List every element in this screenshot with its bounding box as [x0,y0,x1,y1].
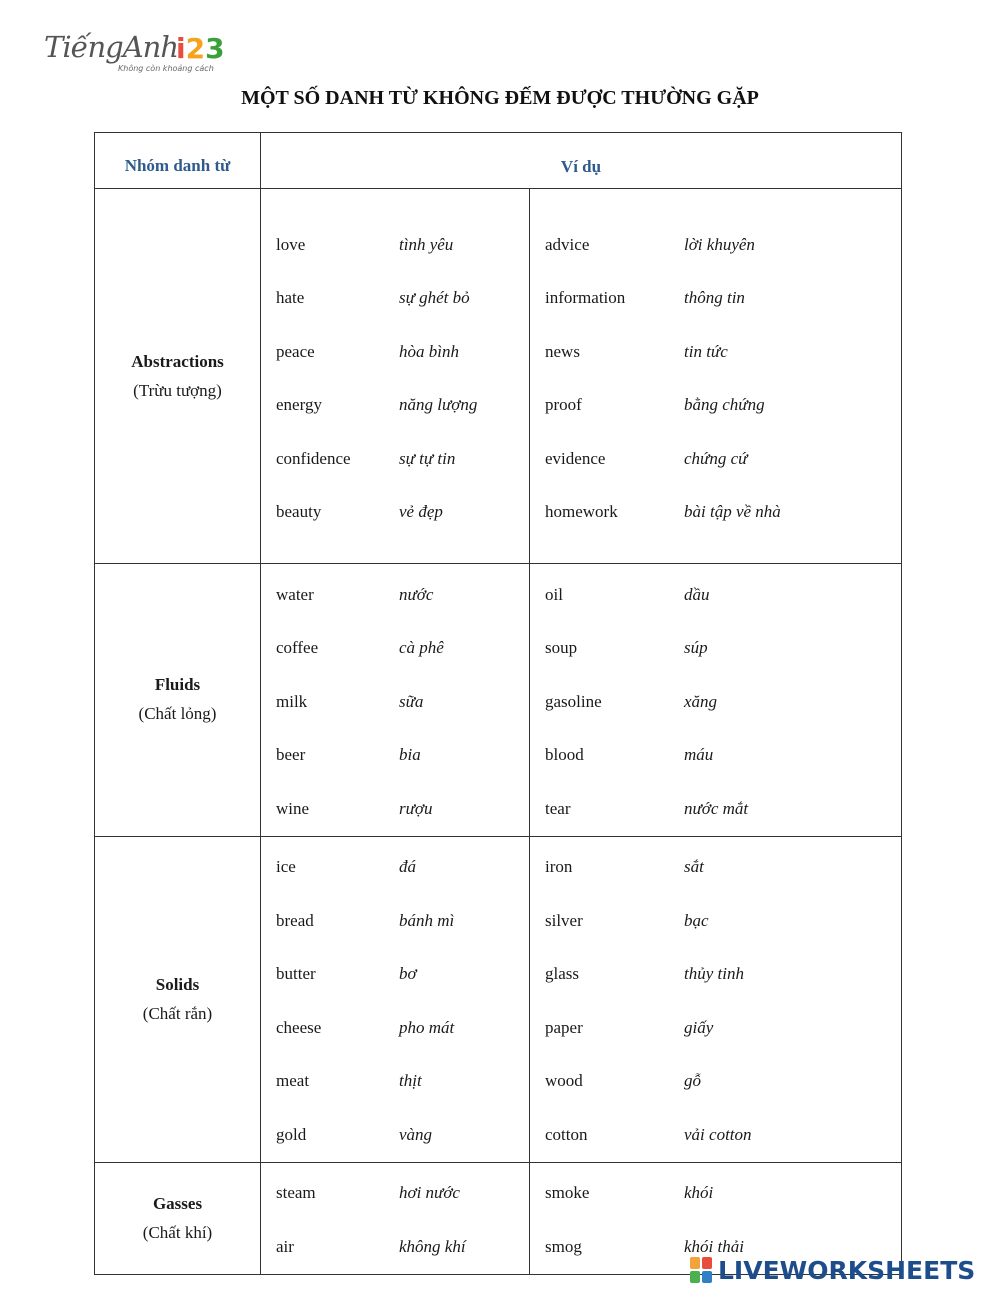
list-item [261,729,529,783]
english-word: homework [545,502,618,522]
english-word: energy [276,395,322,415]
vietnamese-meaning: khói [684,1183,714,1203]
english-word: smog [545,1236,582,1256]
examples-left-cell [261,564,530,837]
english-word: proof [545,395,582,415]
examples-left-cell [261,1162,530,1274]
list-item [261,948,529,1002]
english-word: evidence [545,448,606,468]
vietnamese-meaning: bơ [399,964,417,984]
vietnamese-meaning: nước mắt [684,798,749,818]
list-item [261,1167,529,1221]
list-item [261,894,529,948]
list-item [530,486,901,540]
list-item [261,675,529,729]
vietnamese-meaning: cà phê [399,638,444,658]
english-word: wood [545,1071,583,1091]
vietnamese-meaning: bánh mì [399,910,455,930]
list-item [261,782,529,836]
page-title: MỘT SỐ DANH TỪ KHÔNG ĐẾM ĐƯỢC THƯỜNG GẶP [241,87,759,109]
vietnamese-meaning: xăng [684,691,718,711]
noun-group-cell [95,189,261,564]
english-word: confidence [276,448,351,468]
english-word: air [276,1236,294,1256]
vietnamese-meaning: khói thải [684,1236,744,1256]
list-item [530,622,901,676]
list-item [261,622,529,676]
group-translation: (Chất rắn) [142,1003,213,1023]
vietnamese-meaning: sự ghét bỏ [399,288,470,308]
list-item [530,894,901,948]
noun-group-cell [95,836,261,1162]
list-item [530,1108,901,1162]
vietnamese-meaning: đá [399,857,416,877]
vietnamese-meaning: thủy tinh [684,964,744,984]
english-word: glass [545,964,579,984]
english-word: bread [276,910,314,930]
english-word: ice [276,857,296,877]
list-item [530,841,901,895]
english-word: paper [545,1017,583,1037]
vietnamese-meaning: vàng [399,1124,433,1144]
vietnamese-meaning: thông tin [684,288,745,308]
group-name: Abstractions [131,351,224,371]
list-item [530,568,901,622]
logo-tagline: Không còn khoảng cách [118,64,214,73]
english-word: blood [545,745,584,765]
vietnamese-meaning: dầu [684,584,710,604]
english-word: news [545,341,580,361]
english-word: gold [276,1124,307,1144]
list-item [530,272,901,326]
vietnamese-meaning: sắt [684,857,704,877]
group-name: Fluids [154,675,201,695]
header-noun-group: Nhóm danh từ [95,133,261,189]
vietnamese-meaning: năng lượng [399,395,478,415]
logo-number: i23 [176,32,225,65]
vietnamese-meaning: gỗ [684,1071,701,1091]
vietnamese-meaning: bia [399,745,421,765]
english-word: beauty [276,502,322,522]
vietnamese-meaning: sữa [399,691,424,711]
table-header-row [95,133,902,189]
list-item [530,1055,901,1109]
english-word: water [276,584,314,604]
vietnamese-meaning: bài tập về nhà [684,502,781,522]
word-list [261,1163,529,1274]
english-word: meat [276,1071,310,1091]
english-word: coffee [276,638,319,658]
table-row [95,564,902,837]
examples-left-cell [261,189,530,564]
vietnamese-meaning: hòa bình [399,341,459,361]
vietnamese-meaning: súp [684,638,708,658]
list-item [261,325,529,379]
word-list [261,564,529,836]
liveworksheets-watermark [690,1253,975,1287]
english-word: information [545,288,626,308]
english-word: silver [545,910,583,930]
english-word: iron [545,857,573,877]
list-item [261,379,529,433]
vietnamese-meaning: lời khuyên [684,234,755,254]
list-item [530,675,901,729]
english-word: tear [545,798,571,818]
list-item [261,218,529,272]
vietnamese-meaning: giấy [684,1017,714,1037]
word-list [261,837,529,1162]
examples-right-cell [530,564,902,837]
vocabulary-table [94,132,902,1275]
english-word: soup [545,638,578,658]
vietnamese-meaning: pho mát [399,1017,455,1037]
word-list [530,564,901,836]
list-item [261,486,529,540]
english-word: oil [545,584,563,604]
list-item [530,1167,901,1221]
list-item [261,568,529,622]
english-word: love [276,234,306,254]
liveworksheets-text: LIVEWORKSHEETS [718,1255,976,1285]
list-item [261,1220,529,1274]
list-item [261,1055,529,1109]
english-word: peace [276,341,315,361]
examples-right-cell [530,836,902,1162]
english-word: steam [276,1183,316,1203]
group-translation: (Trừu tượng) [133,380,222,400]
noun-group-cell [95,564,261,837]
list-item [530,432,901,486]
vietnamese-meaning: máu [684,745,714,765]
english-word: smoke [545,1183,590,1203]
english-word: gasoline [545,691,602,711]
table-row [95,836,902,1162]
examples-right-cell [530,189,902,564]
vietnamese-meaning: vẻ đẹp [399,502,443,522]
tienganh123-logo [44,30,225,78]
list-item [530,379,901,433]
english-word: cotton [545,1124,588,1144]
english-word: hate [276,288,305,308]
vietnamese-meaning: tình yêu [399,234,454,254]
vietnamese-meaning: chứng cứ [684,448,748,468]
group-name: Solids [155,974,200,994]
header-examples: Ví dụ [261,133,902,189]
vietnamese-meaning: tin tức [684,341,728,361]
list-item [261,1001,529,1055]
english-word: beer [276,745,306,765]
vietnamese-meaning: sự tự tin [399,448,456,468]
english-word: advice [545,234,590,254]
word-list [530,213,901,539]
list-item [261,841,529,895]
list-item [530,1001,901,1055]
word-list [530,837,901,1162]
logo-wordmark: TiếngAnh [44,30,178,64]
noun-group-cell [95,1162,261,1274]
group-translation: (Chất khí) [142,1222,213,1242]
list-item [261,272,529,326]
list-item [530,782,901,836]
vietnamese-meaning: vải cotton [684,1124,752,1144]
vietnamese-meaning: thịt [399,1071,422,1091]
list-item [530,948,901,1002]
vietnamese-meaning: không khí [399,1236,466,1256]
list-item [530,325,901,379]
examples-left-cell [261,836,530,1162]
vietnamese-meaning: hơi nước [399,1183,460,1203]
list-item [530,729,901,783]
vietnamese-meaning: nước [399,584,434,604]
list-item [261,432,529,486]
group-name: Gasses [152,1193,203,1213]
liveworksheets-logo-icon [690,1257,712,1283]
word-list [261,213,529,539]
english-word: cheese [276,1017,322,1037]
vietnamese-meaning: rượu [399,798,433,818]
group-translation: (Chất lỏng) [138,704,217,724]
english-word: wine [276,798,310,818]
vietnamese-meaning: bạc [684,910,709,930]
english-word: butter [276,964,316,984]
table-row [95,189,902,564]
list-item [261,1108,529,1162]
vietnamese-meaning: bằng chứng [684,395,765,415]
list-item [530,218,901,272]
english-word: milk [276,691,308,711]
